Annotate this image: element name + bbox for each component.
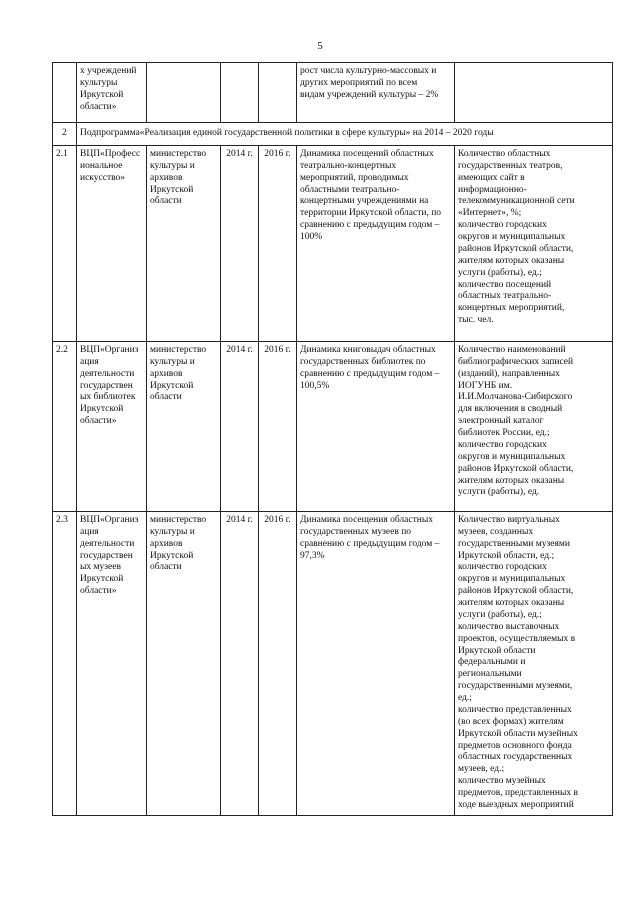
cell-indicators: Количество областных государственных театров, имеющих сайт в информационно- телекоммуникационной сети «Интернет», %; количество городских округов и муниципальных районов Иркутской области, жителям которых оказаны услуги (работы), ед.; количество посещений областных театрально- концертных мероприятий, тыс. чел.	[455, 145, 613, 341]
cell-indicators	[455, 63, 613, 123]
cell-num	[53, 63, 77, 123]
table-row-continuation	[53, 63, 613, 123]
cell-end: 2016 г.	[259, 341, 297, 511]
cell-num: 2.3	[53, 511, 77, 815]
page-number: 5	[317, 40, 323, 52]
cell-executor: министерство культуры и архивов Иркутской области	[147, 511, 221, 815]
cell-name: ВЦП«Организ ация деятельности государствен ых библиотек Иркутской области»	[77, 341, 147, 511]
cell-end: 2016 г.	[259, 145, 297, 341]
cell-num: 2	[53, 123, 77, 146]
cell-result: Динамика посещения областных государственных музеев по сравнению с предыдущим годом – 97,3%	[297, 511, 455, 815]
cell-result: Динамика книговыдач областных государственных библиотек по сравнению с предыдущим годом – 100,5%	[297, 341, 455, 511]
cell-num: 2.2	[53, 341, 77, 511]
cell-start: 2014 г.	[221, 145, 259, 341]
table-row	[53, 511, 613, 815]
cell-name: ВЦП«Организ ация деятельности государствен ых музеев Иркутской области»	[77, 511, 147, 815]
table-row	[53, 145, 613, 341]
cell-result: рост числа культурно-массовых и других мероприятий по всем видам учреждений культуры – 2%	[297, 63, 455, 123]
subprogram-title: Подпрограмма«Реализация единой государственной политики в сфере культуры» на 2014 – 2020 годы	[77, 123, 613, 146]
cell-start	[221, 63, 259, 123]
cell-end: 2016 г.	[259, 511, 297, 815]
cell-indicators: Количество виртуальных музеев, созданных государственными музеями Иркутской области, ед.; количество городских округов и муниципальных районов Иркутской области, жителям которых оказаны услуги (работы), ед.; количество выставочных проектов, осуществляемых в Иркутской области федеральными и региональными государственными музеями, ед.; количество представленных (во всех формах) жителям Иркутской области музейных предметов основного фонда областных государственных музеев, ед.; количество музейных предметов, представленных в ходе выездных мероприятий	[455, 511, 613, 815]
cell-name: х учреждений культуры Иркутской области»	[77, 63, 147, 123]
cell-end	[259, 63, 297, 123]
cell-name: ВЦП«Професс иональное искусство»	[77, 145, 147, 341]
cell-executor: министерство культуры и архивов Иркутской области	[147, 341, 221, 511]
cell-start: 2014 г.	[221, 511, 259, 815]
cell-indicators: Количество наименований библиографических записей (изданий), направленных ИОГУНБ им. И.И.Молчанова-Сибирского для включения в сводный электронный каталог библиотек России, ед.; количество городских округов и муниципальных районов Иркутской области, жителям которых оказаны услуги (работы), ед.	[455, 341, 613, 511]
table-row	[53, 341, 613, 511]
cell-result: Динамика посещений областных театрально-концертных мероприятий, проводимых областными театрально- концертными учреждениями на территории Иркутской области, по сравнению с предыдущим годом – 100%	[297, 145, 455, 341]
cell-executor: министерство культуры и архивов Иркутской области	[147, 145, 221, 341]
program-table	[52, 62, 613, 816]
cell-start: 2014 г.	[221, 341, 259, 511]
cell-num: 2.1	[53, 145, 77, 341]
cell-executor	[147, 63, 221, 123]
table-row-subprogram	[53, 123, 613, 146]
